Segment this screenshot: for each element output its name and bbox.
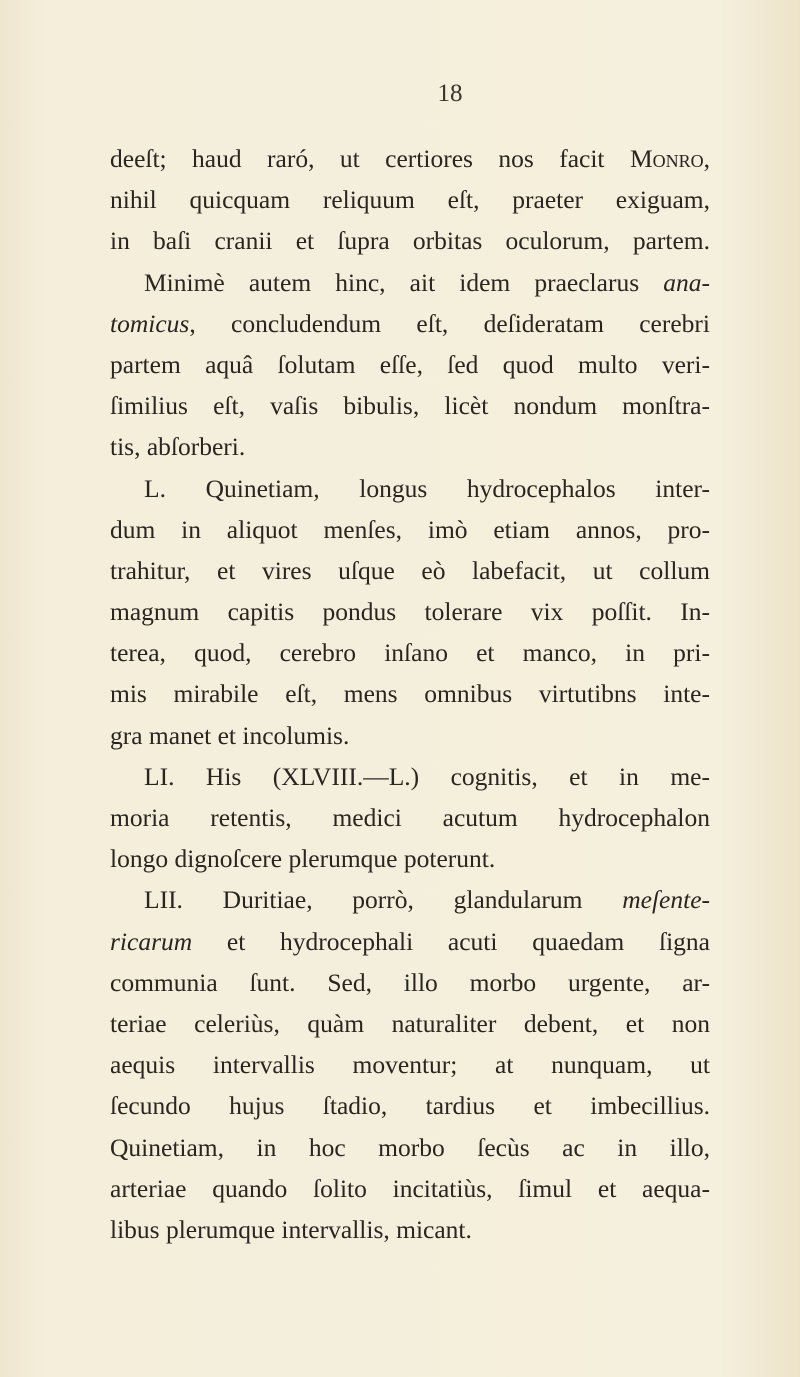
text-line: aequis intervallis moventur; at nunquam, ut xyxy=(110,1050,710,1080)
body-text xyxy=(110,138,710,1250)
text-line: longo dignoſcere plerumque poterunt. xyxy=(110,844,496,874)
text-run: deeſt; haud raró, ut certiores nos facit xyxy=(110,144,630,173)
text-line: libus plerumque intervallis, micant. xyxy=(110,1214,472,1244)
text-run: et hydrocephali acuti quaedam ſigna xyxy=(192,926,710,956)
text-run: , concludendum eſt, deſideratam cerebri xyxy=(189,308,710,338)
italic-run: tomicus xyxy=(110,308,190,338)
text-line: in baſi cranii et ſupra orbitas oculorum, partem. xyxy=(110,226,710,256)
text-line: trahitur, et vires uſque eò labefacit, ut collum xyxy=(110,555,710,585)
text-line: partem aquâ ſolutam eſſe, ſed quod multo veri- xyxy=(110,349,710,379)
italic-run: ana- xyxy=(663,267,710,297)
text-run: LII. Duritiae, porrò, glandularum xyxy=(144,885,623,915)
text-line: dum in aliquot menſes, imò etiam annos, pro- xyxy=(110,514,710,544)
text-line: gra manet et incolumis. xyxy=(110,720,350,750)
text-line: communia ſunt. Sed, illo morbo urgente, ar- xyxy=(110,967,710,997)
text-line xyxy=(110,303,710,344)
text-run: Minimè autem hinc, ait idem praeclarus xyxy=(144,267,664,297)
text-line: magnum capitis pondus tolerare vix poſſit. In- xyxy=(110,597,710,627)
text-line: moria retentis, medici acutum hydrocephalon xyxy=(110,803,710,832)
text-line xyxy=(110,921,710,962)
text-line: nihil quicquam reliquum eſt, praeter exiguam, xyxy=(110,185,710,215)
text-line: mis mirabile eſt, mens omnibus virtutibns inte- xyxy=(110,679,710,709)
text-line: LI. His (XLVIII.—L.) cognitis, et in me- xyxy=(144,761,710,791)
text-line xyxy=(110,262,710,303)
text-line: ſimilius eſt, vaſis bibulis, licèt nondum monſtra- xyxy=(110,391,710,421)
text-run: , xyxy=(703,144,710,173)
text-line xyxy=(110,138,710,179)
text-line: ſecundo hujus ſtadio, tardius et imbecillius. xyxy=(110,1091,710,1121)
text-line: teriae celeriùs, quàm naturaliter debent, et non xyxy=(110,1008,710,1038)
text-line: terea, quod, cerebro inſano et manco, in pri- xyxy=(110,638,710,668)
author-name: Monro xyxy=(629,144,704,173)
text-line xyxy=(110,879,710,920)
italic-run: meſente- xyxy=(622,885,710,915)
text-line: tis, abſorberi. xyxy=(110,432,246,462)
italic-run: ricarum xyxy=(110,926,193,956)
text-line: L. Quinetiam, longus hydrocephalos inter- xyxy=(144,473,710,503)
text-line: arteriae quando ſolito incitatiùs, ſimul et aequa- xyxy=(110,1173,710,1203)
text-line: Quinetiam, in hoc morbo ſecùs ac in illo, xyxy=(110,1132,710,1162)
page-number: 18 xyxy=(437,80,463,107)
